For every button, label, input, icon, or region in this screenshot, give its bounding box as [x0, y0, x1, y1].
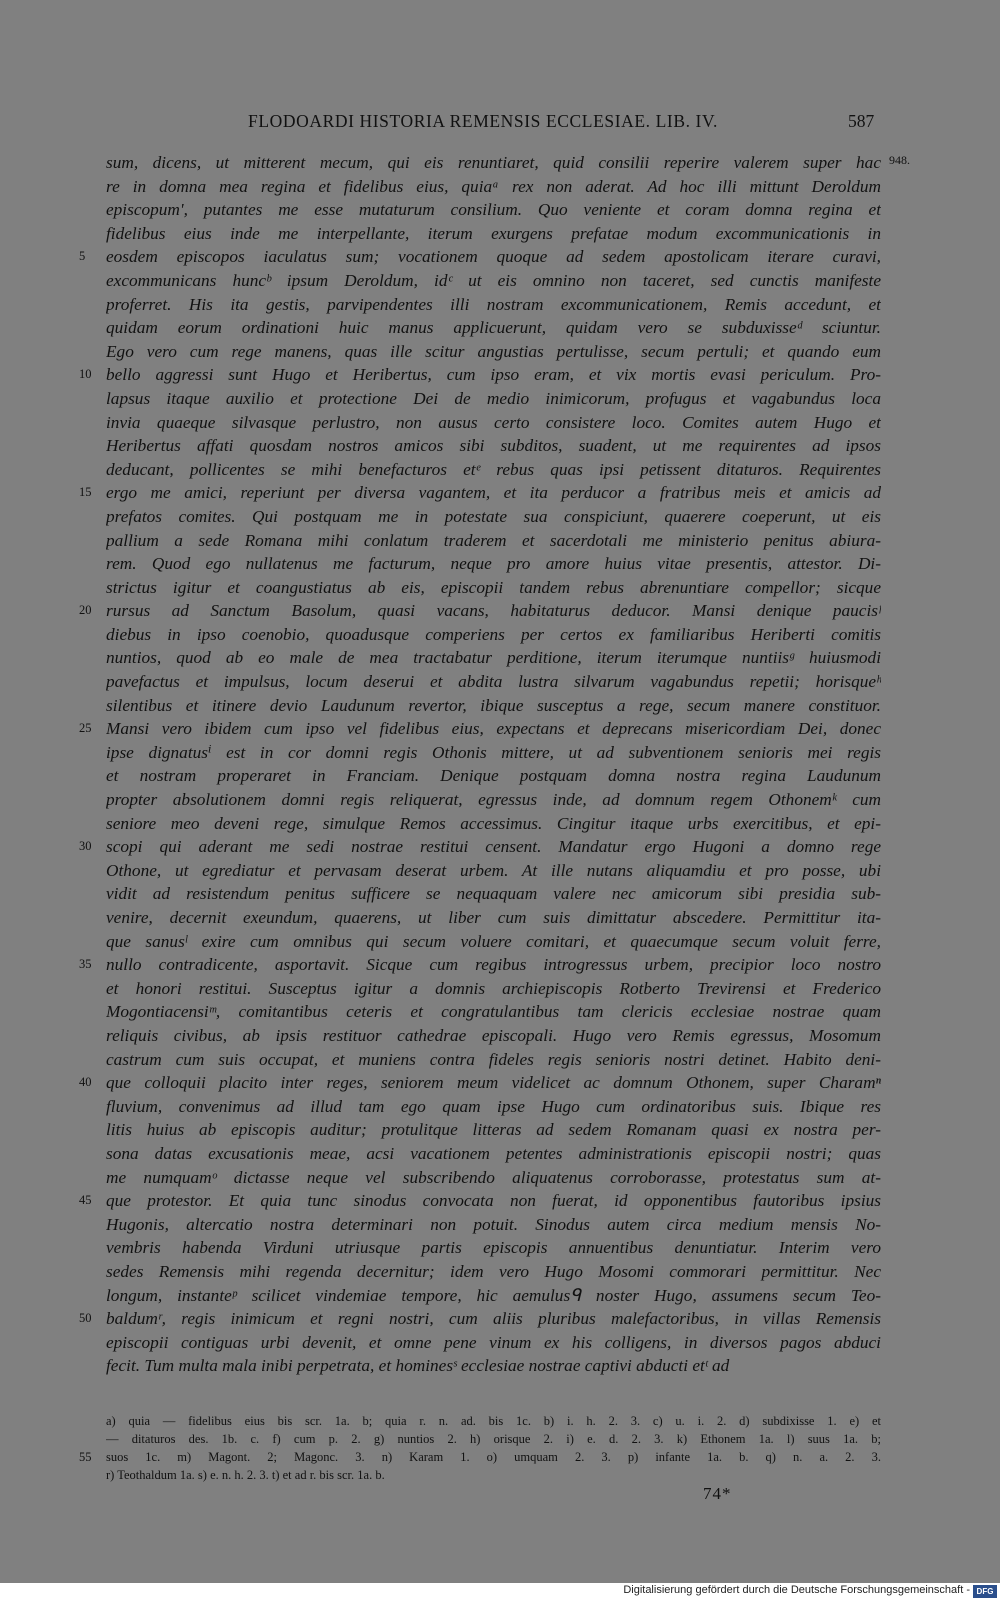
text-line: [0, 788, 1000, 812]
footnote-text: r) Teothaldum 1a. s) e. n. h. 2. 3. t) et ad r. bis scr. 1a. b.: [106, 1468, 385, 1482]
signature-mark: 74*: [703, 1484, 732, 1503]
line-number: 45: [79, 1193, 92, 1208]
line-text: prefatos comites. Qui postquam me in potestate sua conspiciunt, quaerere coeperunt, ut eis: [106, 506, 881, 526]
text-line: [0, 623, 1000, 647]
line-text: fidelibus eius inde me interpellante, iterum exurgens prefatae modum excommunicationis in: [106, 223, 881, 243]
text-line: [0, 859, 1000, 883]
text-line: [0, 930, 1000, 954]
line-text: vidit ad resistendum penitus sufficere se nequaquam valere nec amicorum sibi presidia sub-: [106, 884, 881, 904]
line-text: sedes Remensis mihi regenda decernitur; idem vero Hugo Mosomi commorari permittitur. Nec: [106, 1261, 881, 1281]
text-line: [0, 1071, 1000, 1095]
text-line: [0, 576, 1000, 600]
line-text: reliquis civibus, ab ipsis restituor cathedrae episcopali. Hugo vero Remis egressus, Mosomum: [106, 1025, 881, 1045]
line-text: pavefactus et impulsus, locum deserui et abdita lustra silvarum vagabundus repetii; horisqueʰ: [106, 672, 881, 692]
text-line: [0, 1142, 1000, 1166]
text-line: [0, 316, 1000, 340]
footnote-line: [0, 1466, 1000, 1484]
line-text: Othone, ut egrediatur et pervasam deserat urbem. At ille nutans aliquamdiu et pro posse, ubi: [106, 860, 881, 880]
text-line: [0, 387, 1000, 411]
text-line: [0, 363, 1000, 387]
line-text: episcopii contiguas urbi devenit, et omne pene vinum ex his colligens, in diversos pagos abduci: [106, 1332, 881, 1352]
page-header: [0, 111, 1000, 137]
text-line: [0, 1331, 1000, 1355]
line-text: Ego vero cum rege manens, quas ille scitur angustias pertulisse, secum pertuli; et quando eum: [106, 341, 881, 361]
line-text: sona datas excusationis meae, acsi vacationem petentes administrationis episcopii nostri; quas: [106, 1143, 881, 1163]
line-text: rursus ad Sanctum Basolum, quasi vacans, habitaturus deducor. Mansi denique paucisᶠ: [106, 601, 881, 621]
body-text: [0, 151, 1000, 1378]
line-text: episcopum', putantes me esse mutaturum consilium. Quo veniente et coram domna regina et: [106, 200, 881, 220]
line-text: longum, instanteᵖ scilicet vindemiae tempore, hic aemulusᑫ noster Hugo, assumens secum Teo-: [106, 1285, 881, 1305]
footnotes: [0, 1412, 1000, 1484]
text-line: [0, 340, 1000, 364]
line-text: strictus igitur et coangustiatus ab eis, episcopii tandem rebus abrenuntiare compellor; sicque: [106, 577, 881, 597]
line-number: 40: [79, 1075, 92, 1090]
dfg-logo-icon: DFG: [973, 1585, 997, 1598]
footer-bar: [0, 1583, 1000, 1600]
text-line: [0, 694, 1000, 718]
text-line: [0, 835, 1000, 859]
text-line: [0, 529, 1000, 553]
line-text: eosdem episcopos iaculatus sum; vocationem quoque ad sedem apostolicam iterare curavi,: [106, 247, 881, 267]
text-line: [0, 882, 1000, 906]
line-text: lapsus itaque auxilio et protectione Dei de medio inimicorum, profugus et vagabundus loca: [106, 388, 881, 408]
text-line: [0, 1236, 1000, 1260]
line-number: 15: [79, 485, 92, 500]
text-line: [0, 953, 1000, 977]
text-line: [0, 1260, 1000, 1284]
text-line: [0, 1307, 1000, 1331]
footnote-line: [0, 1412, 1000, 1430]
line-text: me numquamᵒ dictasse neque vel subscribendo aliquatenus corroborasse, protestatus sum at-: [106, 1167, 881, 1187]
text-line: [0, 245, 1000, 269]
text-line: [0, 269, 1000, 293]
footnote-line: [0, 1430, 1000, 1448]
text-line: [0, 505, 1000, 529]
line-text: proferret. His ita gestis, parvipendentes illi nostram excommunicationem, Remis accedunt, et: [106, 294, 881, 314]
line-number: 30: [79, 839, 92, 854]
text-line: [0, 1166, 1000, 1190]
text-line: [0, 175, 1000, 199]
text-line: [0, 1118, 1000, 1142]
text-line: [0, 481, 1000, 505]
text-line: [0, 151, 1000, 175]
text-line: [0, 222, 1000, 246]
running-title: FLODOARDI HISTORIA REMENSIS ECCLESIAE. LIB. IV.: [248, 111, 718, 131]
line-number: 25: [79, 721, 92, 736]
line-text: litis huius ab episcopis auditur; protulitque litteras ad sedem Romanam quasi ex nostra per-: [106, 1120, 881, 1140]
text-line: [0, 1284, 1000, 1308]
line-number: 50: [79, 1311, 92, 1326]
line-text: excommunicans huncᵇ ipsum Deroldum, idᶜ ut eis omnino non taceret, sed cunctis manifeste: [106, 270, 881, 290]
text-line: [0, 1095, 1000, 1119]
line-text: silentibus et itinere devio Laudunum revertor, ibique susceptus a rege, secum manere constituor.: [106, 695, 881, 715]
line-text: ergo me amici, reperiunt per diversa vagantem, et ita perducor a fratribus meis et amicis ad: [106, 483, 881, 503]
text-line: [0, 670, 1000, 694]
line-text: bello aggressi sunt Hugo et Heribertus, cum ipso eram, et vix mortis evasi periculum. Pro-: [106, 365, 881, 385]
line-text: castrum cum suis occupat, et muniens contra fideles regis senioris nostri detinet. Habito deni-: [106, 1049, 881, 1069]
line-text: seniore meo deveni rege, simulque Remos accessimus. Cingitur itaque urbs exercitibus, et epi-: [106, 813, 881, 833]
line-text: re in domna mea regina et fidelibus eius, quiaᵃ rex non aderat. Ad hoc illi mittunt Deroldum: [106, 176, 881, 196]
line-text: scopi qui aderant me sedi nostrae restitui censent. Mandatur ergo Hugoni a domno rege: [106, 837, 881, 857]
line-number: 10: [79, 367, 92, 382]
line-text: et nostram properaret in Franciam. Denique postquam domna nostra regina Laudunum: [106, 766, 881, 786]
line-text: nuntios, quod ab eo male de mea tractabatur perditione, iterum iterumque nuntiisᵍ huiusmodi: [106, 648, 881, 668]
text-line: [0, 293, 1000, 317]
line-text: que protestor. Et quia tunc sinodus convocata non fuerat, id opponentibus fautoribus ipsius: [106, 1191, 881, 1211]
line-text: propter absolutionem domni regis reliquerat, egressus inde, ad domnum regem Othonemᵏ cum: [106, 790, 881, 810]
line-number: 20: [79, 603, 92, 618]
line-text: venire, decernit exeundum, quaerens, ut liber cum suis dimittatur abscedere. Permittitur ita-: [106, 908, 881, 927]
page-number: 587: [848, 111, 875, 131]
margin-year: 948.: [889, 153, 910, 167]
line-text: nullo contradicente, asportavit. Sicque cum regibus introgressus urbem, precipior loco nostro: [106, 955, 881, 975]
line-text: pallium a sede Romana mihi conlatum traderem et sacerdotali me ministerio penitus abiura-: [106, 530, 881, 550]
footnote-text: — ditaturos des. 1b. c. f) cum p. 2. g) nuntios 2. h) orisque 2. i) e. d. 2. 3. k) Ethonem 1a. l) suus 1a. b;: [106, 1432, 881, 1446]
text-line: [0, 411, 1000, 435]
line-text: fecit. Tum multa mala inibi perpetrata, et hominesˢ ecclesiae nostrae captivi abducti etᵗ ad: [106, 1356, 730, 1376]
line-number: 35: [79, 957, 92, 972]
footnote-text: a) quia — fidelibus eius bis scr. 1a. b; quia r. n. ad. bis 1c. b) i. h. 2. 3. c) u. i. 2. d) subdixisse 1. e) et: [106, 1414, 881, 1428]
text-line: [0, 599, 1000, 623]
line-text: Mogontiacensiᵐ, comitantibus ceteris et congratulantibus tam clericis ecclesiae nostrae quam: [106, 1002, 881, 1022]
line-text: ipse dignatusⁱ est in cor domni regis Othonis mittere, ut ad subventionem senioris mei regis: [106, 742, 881, 762]
text-line: [0, 434, 1000, 458]
line-text: sum, dicens, ut mitterent mecum, qui eis renuntiaret, quid consilii reperire valerem super hac: [106, 153, 881, 172]
line-text: et honori restitui. Susceptus igitur a domnis archiepiscopis Rotberto Trevirensi et Frederico: [106, 978, 881, 998]
line-text: vembris habenda Virduni utriusque partis episcopis annuentibus denuntiatur. Interim vero: [106, 1238, 881, 1258]
line-number: 55: [79, 1450, 92, 1464]
line-text: invia quaeque silvasque perlustro, non ausus certo consistere loco. Comites autem Hugo et: [106, 412, 881, 432]
text-line: [0, 741, 1000, 765]
line-text: quidam eorum ordinationi huic manus applicuerunt, quidam vero se subduxisseᵈ sciuntur.: [106, 318, 881, 338]
line-text: Hugonis, altercatio nostra determinari non potuit. Sinodus autem circa medium mensis No-: [106, 1214, 881, 1234]
line-text: que colloquii placito inter reges, seniorem meum videlicet ac domnum Othonem, super Charamⁿ: [106, 1073, 881, 1093]
text-line: [0, 812, 1000, 836]
text-line: [0, 458, 1000, 482]
text-line: [0, 1000, 1000, 1024]
footer-text: Digitalisierung gefördert durch die Deutsche Forschungsgemeinschaft -: [623, 1584, 970, 1596]
text-line: [0, 906, 1000, 930]
text-line: [0, 977, 1000, 1001]
line-text: diebus in ipso coenobio, quoadusque comperiens per certos ex familiaribus Heriberti comitis: [106, 624, 881, 644]
text-line: [0, 1024, 1000, 1048]
line-text: Heribertus affati quosdam nostros amicos sibi subditos, suadent, ut me requirentes ad ipsos: [106, 436, 881, 456]
text-line: [0, 646, 1000, 670]
footnote-line: [0, 1448, 1000, 1466]
line-text: que sanusˡ exire cum omnibus qui secum voluere comitari, et quaecumque secum voluit ferre,: [106, 931, 881, 951]
text-line: [0, 198, 1000, 222]
line-text: baldumʳ, regis inimicum et regni nostri, cum aliis pluribus malefactoribus, in villas Remensis: [106, 1309, 881, 1329]
text-line: [0, 1048, 1000, 1072]
text-line: [0, 1189, 1000, 1213]
line-text: Mansi vero ibidem cum ipso vel fidelibus eius, expectans et deprecans misericordiam Dei, donec: [106, 719, 881, 739]
text-line: [0, 717, 1000, 741]
line-number: 5: [79, 249, 86, 264]
text-line: [0, 764, 1000, 788]
text-line: [0, 1354, 1000, 1378]
line-text: fluvium, convenimus ad illud tam ego quam ipse Hugo cum ordinatoribus suis. Ibique res: [106, 1096, 881, 1116]
text-line: [0, 1213, 1000, 1237]
text-line: [0, 552, 1000, 576]
footnote-text: suos 1c. m) Magont. 2; Magonc. 3. n) Karam 1. o) umquam 2. 3. p) infante 1a. b. q) n. a. 2. 3.: [106, 1450, 881, 1464]
line-text: deducant, pollicentes se mihi benefacturos etᵉ rebus quas ipsi petissent ditaturos. Requirentes: [106, 459, 881, 479]
line-text: rem. Quod ego nullatenus me facturum, neque pro amore huius vitae presentis, attestor. Di-: [106, 554, 881, 574]
